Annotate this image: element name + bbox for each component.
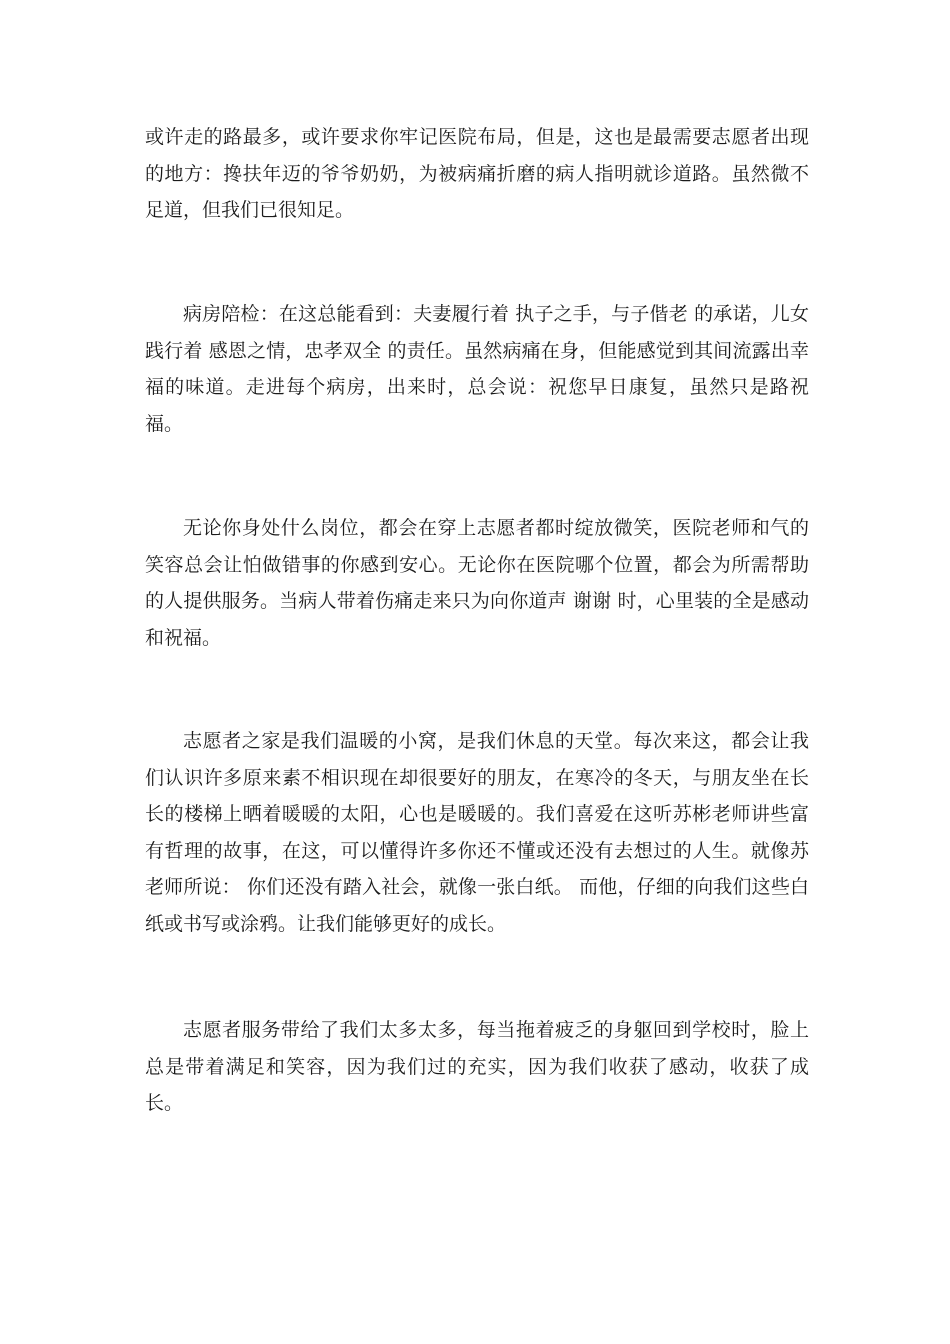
- paragraph-ward-escort: 病房陪检：在这总能看到：夫妻履行着 执子之手，与子偕老 的承诺，儿女践行着 感恩之情，忠孝双全 的责任。虽然病痛在身，但能感觉到其间流露出幸福的味道。走进每个病房，出来时，总会说：祝您早日康复，虽然只是路祝福。: [145, 303, 809, 435]
- paragraph-conclusion: 志愿者服务带给了我们太多太多，每当拖着疲乏的身躯回到学校时，脸上总是带着满足和笑容，因为我们过的充实，因为我们收获了感动，收获了成长。: [145, 1019, 809, 1114]
- paragraph-volunteer-home: 志愿者之家是我们温暖的小窝，是我们休息的天堂。每次来这，都会让我们认识许多原来素不相识现在却很要好的朋友，在寒冷的冬天，与朋友坐在长长的楼梯上晒着暖暖的太阳，心也是暖暖的。我们喜爱在这听苏彬老师讲些富有哲理的故事，在这，可以懂得许多你还不懂或还没有去想过的人生。就像苏老师所说： 你们还没有踏入社会，就像一张白纸。 而他，仔细的向我们这些白纸或书写或涂鸦。让我们能够更好的成长。: [145, 730, 809, 935]
- paragraph-continuation: 或许走的路最多，或许要求你牢记医院布局，但是，这也是最需要志愿者出现的地方：搀扶年迈的爷爷奶奶，为被病痛折磨的病人指明就诊道路。虽然微不足道，但我们已很知足。: [145, 126, 809, 221]
- paragraph-any-post: 无论你身处什么岗位，都会在穿上志愿者都时绽放微笑，医院老师和气的笑容总会让怕做错事的你感到安心。无论你在医院哪个位置，都会为所需帮助的人提供服务。当病人带着伤痛走来只为向你道声 谢谢 时，心里装的全是感动和祝福。: [145, 517, 809, 649]
